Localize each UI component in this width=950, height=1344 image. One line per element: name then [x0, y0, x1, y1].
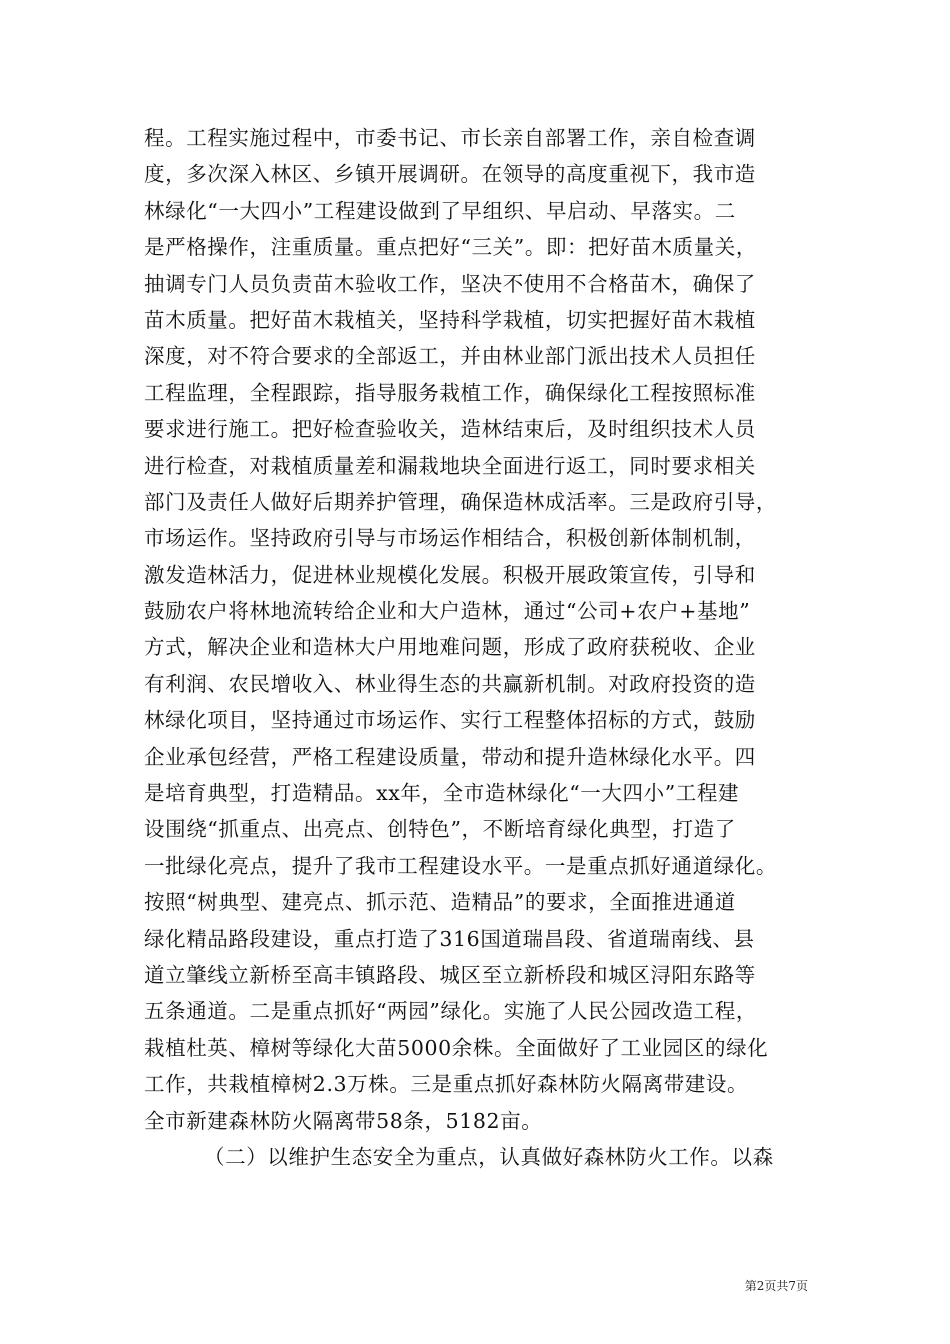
text-line: 深度，对不符合要求的全部返工，并由林业部门派出技术人员担任: [144, 344, 756, 369]
text-line: 抽调专门人员负责苗木验收工作，坚决不使用不合格苗木，确保了: [144, 271, 756, 296]
text-line: 按照“树典型、建亮点、抓示范、造精品”的要求，全面推进通道: [144, 890, 736, 915]
text-line: 程。工程实施过程中，市委书记、市长亲自部署工作，亲自检查调: [144, 126, 756, 150]
text-line: 进行检查，对栽植质量差和漏栽地块全面进行返工，同时要求相关: [144, 453, 756, 478]
section-heading-line: （二）以维护生态安全为重点，认真做好森林防火工作。以森: [204, 1144, 774, 1169]
text-line: 苗木质量。把好苗木栽植关，坚持科学栽植，切实把握好苗木栽植: [144, 307, 756, 332]
text-line: 栽植杜英、樟树等绿化大苗5000余株。全面做好了工业园区的绿化: [144, 1035, 769, 1060]
text-line: 方式，解决企业和造林大户用地难问题，形成了政府获税收、企业: [144, 635, 756, 660]
text-line: 部门及责任人做好后期养护管理，确保造林成活率。三是政府引导，: [144, 489, 777, 514]
text-line: 绿化精品路段建设，重点打造了316国道瑞昌段、省道瑞南线、县: [144, 926, 755, 951]
body-text: [144, 120, 824, 1175]
text-line: 是培育典型，打造精品。xx年，全市造林绿化“一大四小”工程建: [144, 781, 740, 806]
text-line: 有利润、农民增收入、林业得生态的共赢新机制。对政府投资的造: [144, 671, 756, 696]
text-line: 企业承包经营，严格工程建设质量，带动和提升造林绿化水平。四: [144, 744, 756, 769]
text-line: 林绿化“一大四小”工程建设做到了早组织、早启动、早落实。二: [144, 198, 736, 223]
text-line: 五条通道。二是重点抓好“两园”绿化。实施了人民公园改造工程，: [144, 999, 757, 1024]
text-line: 工作，共栽植樟树2.3万株。三是重点抓好森林防火隔离带建设。: [144, 1072, 749, 1097]
text-line: 设围绕“抓重点、出亮点、创特色”，不断培育绿化典型，打造了: [144, 817, 736, 842]
text-line: 是严格操作，注重质量。重点把好“三关”。即：把好苗木质量关，: [144, 235, 757, 260]
text-line: 一批绿化亮点，提升了我市工程建设水平。一是重点抓好通道绿化。: [144, 853, 777, 878]
page-number: 第2页共7页: [744, 1279, 808, 1293]
text-line: 度，多次深入林区、乡镇开展调研。在领导的高度重视下，我市造: [144, 162, 756, 187]
text-line: 工程监理，全程跟踪，指导服务栽植工作，确保绿化工程按照标准: [144, 380, 756, 405]
text-line: 市场运作。坚持政府引导与市场运作相结合，积极创新体制机制，: [144, 526, 756, 551]
text-line: 林绿化项目，坚持通过市场运作、实行工程整体招标的方式，鼓励: [144, 708, 756, 733]
text-line: 激发造林活力，促进林业规模化发展。积极开展政策宣传，引导和: [144, 562, 756, 587]
text-line: 道立肇线立新桥至高丰镇路段、城区至立新桥段和城区浔阳东路等: [144, 962, 756, 987]
text-line: 要求进行施工。把好检查验收关，造林结束后，及时组织技术人员: [144, 417, 756, 442]
text-line: 全市新建森林防火隔离带58条，5182亩。: [144, 1108, 543, 1133]
text-line: 鼓励农户将林地流转给企业和大户造林，通过“公司+农户+基地”: [144, 599, 751, 624]
